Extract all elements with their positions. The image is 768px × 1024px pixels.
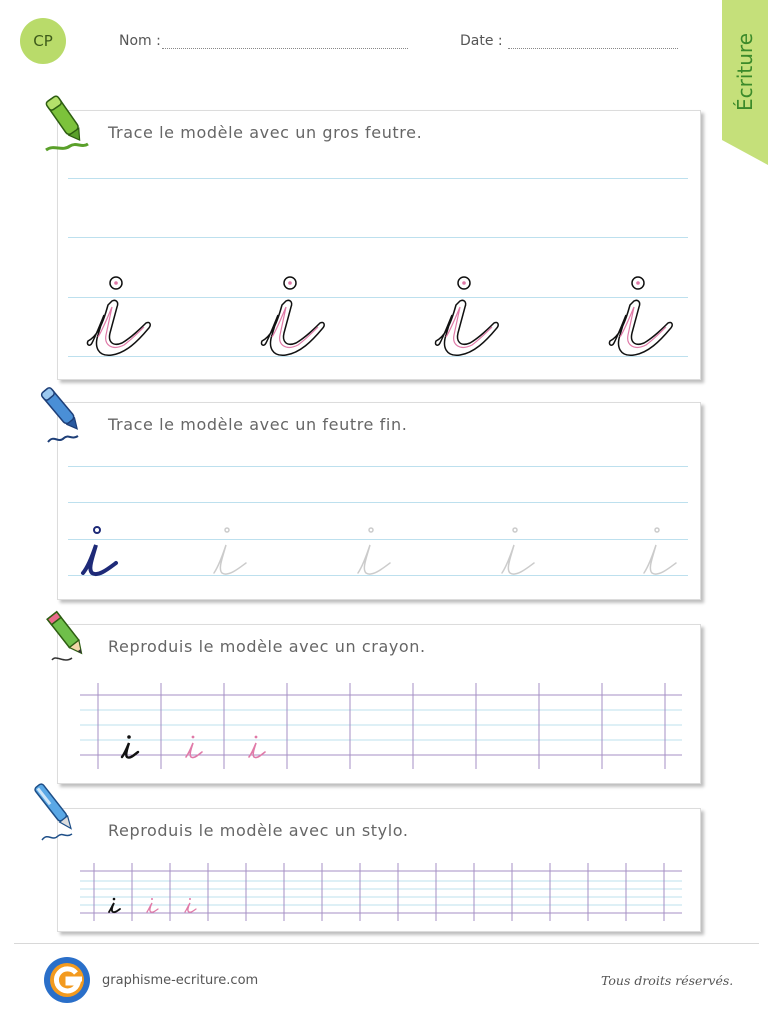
trace-letter-i — [358, 528, 390, 574]
outlined-letter-i — [87, 277, 150, 355]
exercise-3-grid[interactable] — [58, 625, 700, 783]
pink-letter-i — [186, 736, 202, 758]
exercise-3-instruction: Reproduis le modèle avec un crayon. — [108, 637, 426, 656]
ballpoint-pen-icon — [30, 780, 80, 844]
exercise-1-letters[interactable] — [58, 111, 700, 379]
level-badge-text: CP — [33, 32, 53, 50]
outlined-letter-i — [435, 277, 498, 355]
exercise-1-panel — [57, 110, 701, 380]
name-label: Nom : — [119, 33, 161, 49]
outlined-letter-i — [609, 277, 672, 355]
exercise-2-instruction: Trace le modèle avec un feutre fin. — [108, 415, 408, 434]
trace-letter-i — [502, 528, 534, 574]
trace-letter-i — [214, 528, 246, 574]
copyright-text: Tous droits réservés. — [601, 973, 734, 988]
exercise-4-panel — [57, 808, 701, 932]
footer-divider — [14, 943, 759, 944]
exercise-1-instruction: Trace le modèle avec un gros feutre. — [108, 123, 423, 142]
trace-letter-i — [644, 528, 676, 574]
exercise-4-grid[interactable] — [58, 809, 700, 931]
date-label: Date : — [460, 33, 503, 49]
model-letter-i — [122, 735, 138, 757]
exercise-2-panel — [57, 402, 701, 600]
outlined-letter-i — [261, 277, 324, 355]
level-badge — [20, 18, 66, 64]
date-field[interactable] — [508, 48, 678, 49]
name-field[interactable] — [162, 48, 408, 49]
pencil-icon — [46, 610, 90, 666]
exercise-2-letters[interactable] — [58, 403, 700, 599]
green-marker-icon — [42, 92, 92, 154]
exercise-4-instruction: Reproduis le modèle avec un stylo. — [108, 821, 409, 840]
pink-letter-i — [249, 736, 265, 758]
section-tab — [722, 0, 768, 165]
site-link[interactable]: graphisme-ecriture.com — [102, 973, 259, 988]
model-letter-i — [83, 527, 116, 574]
site-logo-icon[interactable] — [42, 955, 92, 1005]
exercise-3-panel — [57, 624, 701, 784]
blue-felt-pen-icon — [38, 384, 88, 446]
section-tab-label: Écriture — [733, 32, 757, 112]
